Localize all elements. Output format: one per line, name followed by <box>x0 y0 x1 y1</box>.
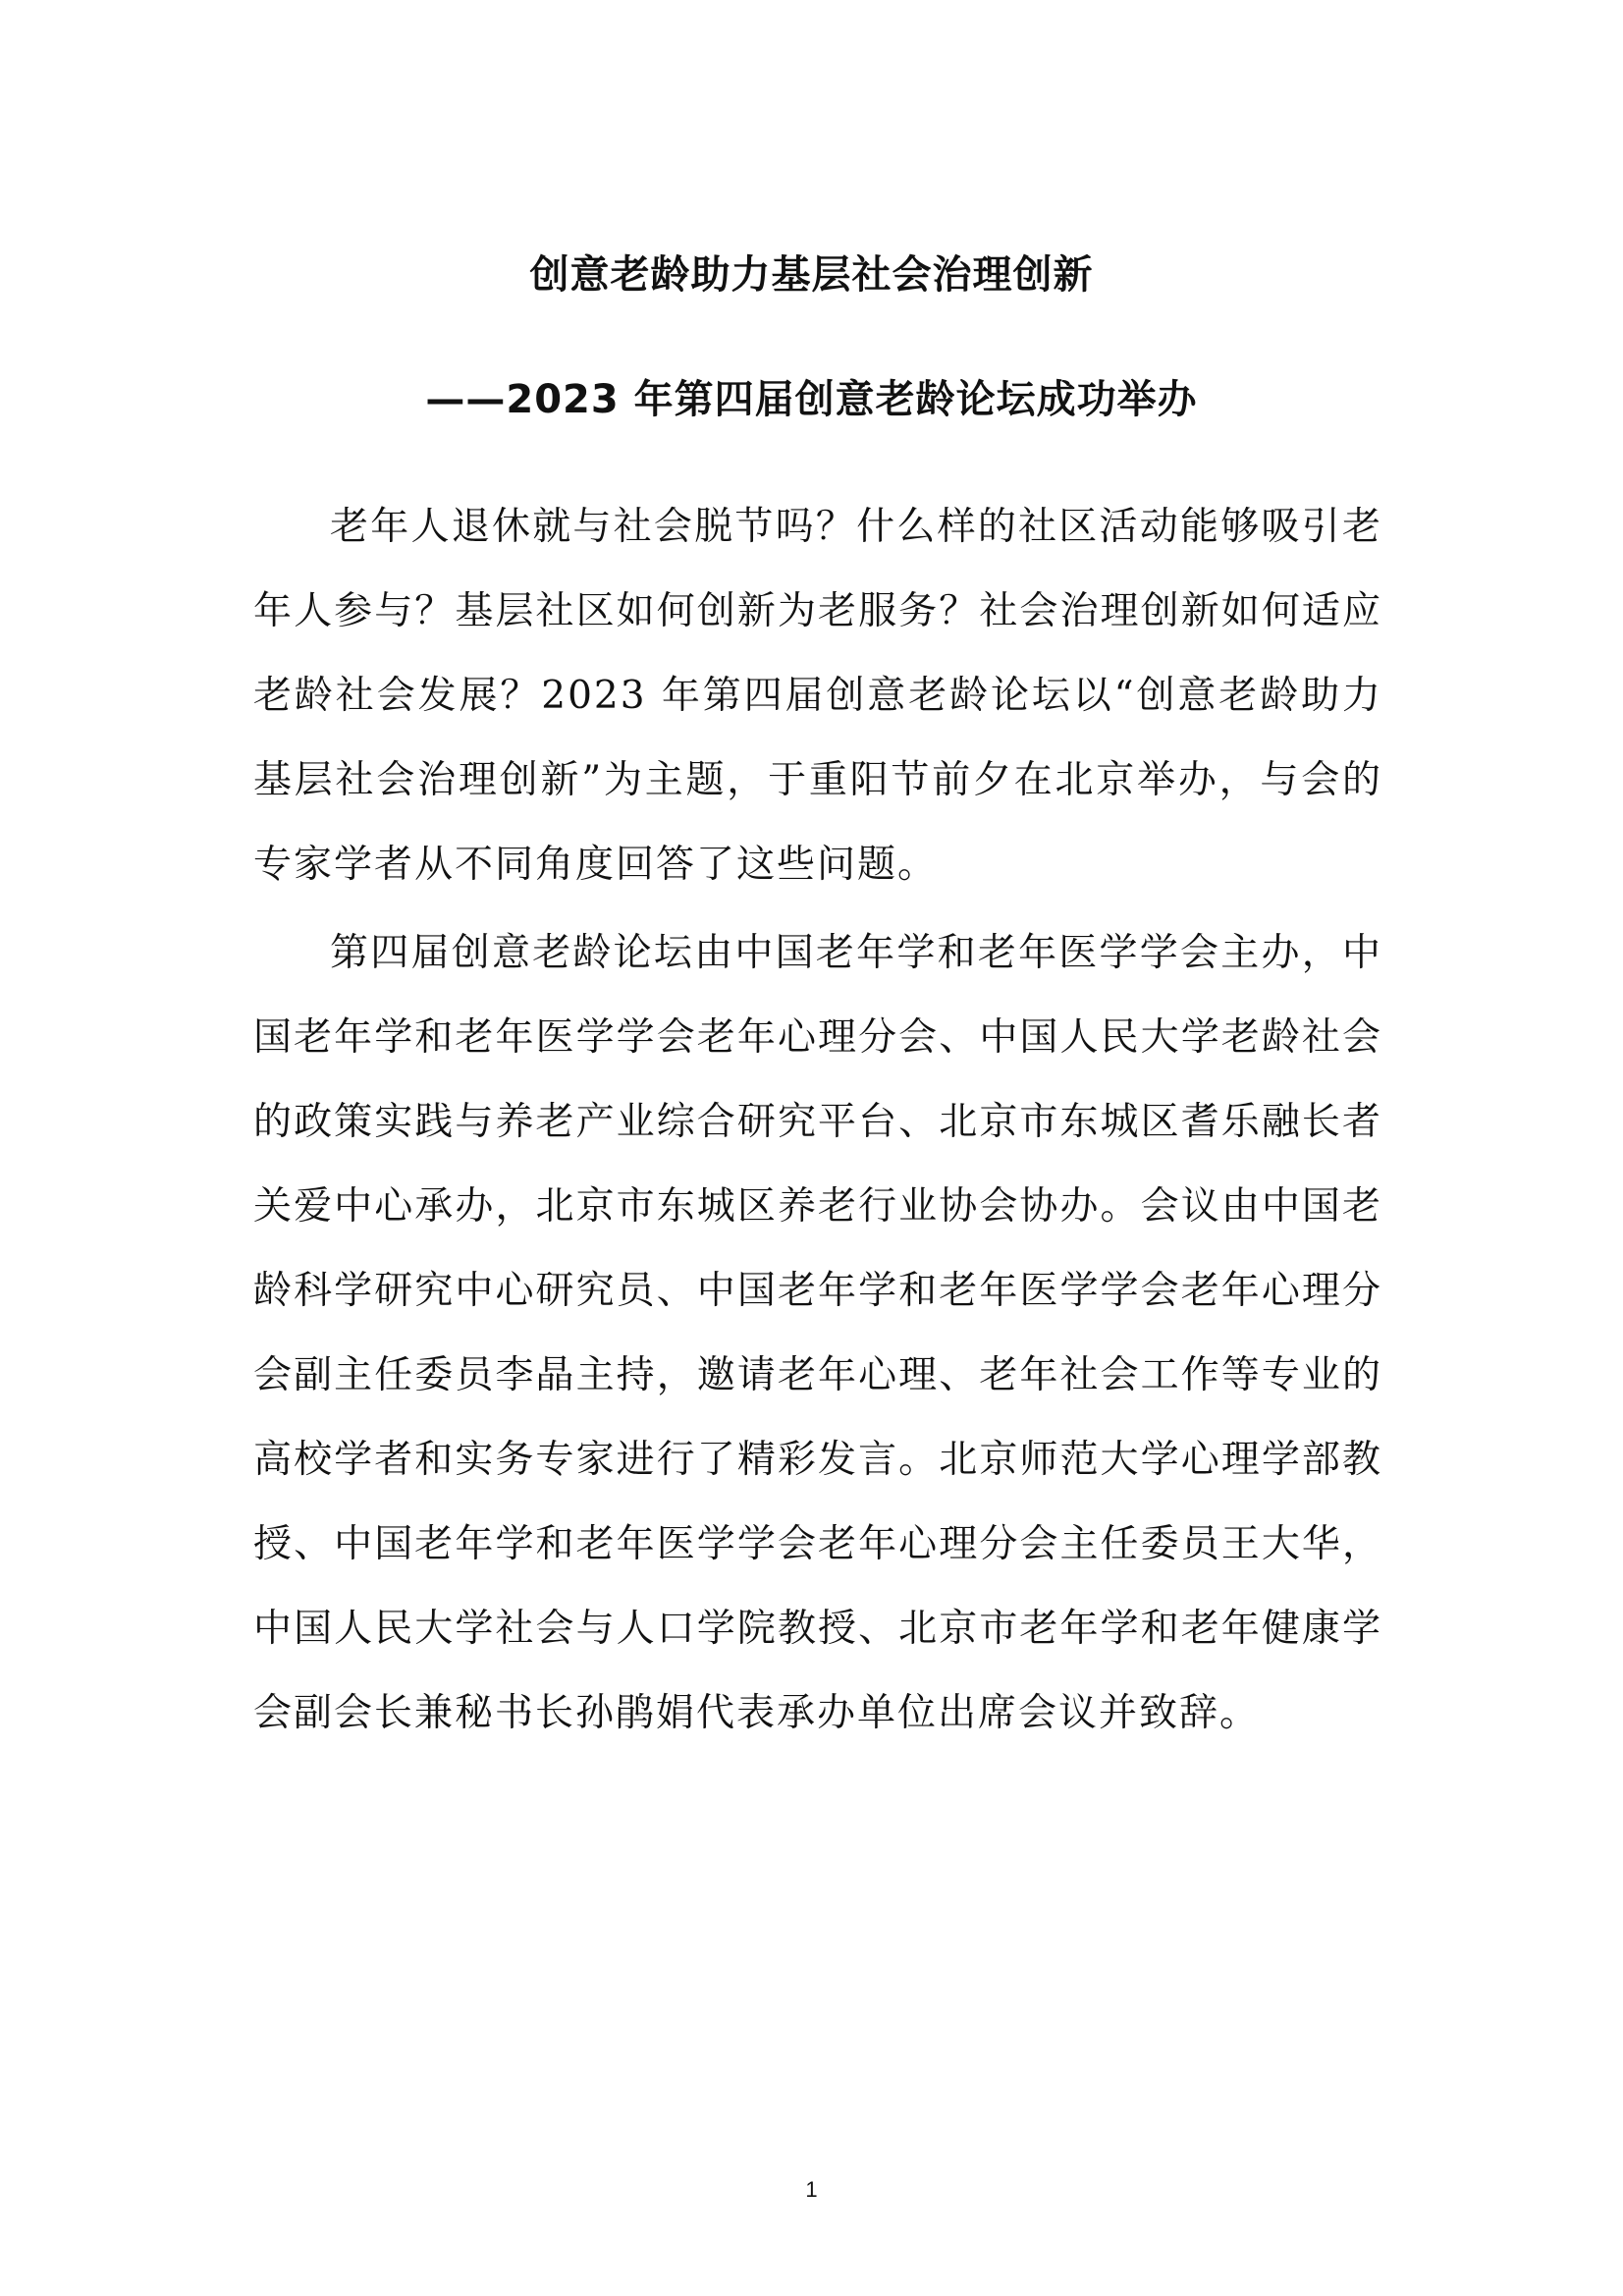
document-subtitle: ——2023 年第四届创意老龄论坛成功举办 <box>425 377 1198 422</box>
page-number: 1 <box>805 2177 818 2202</box>
document-title: 创意老龄助力基层社会治理创新 <box>529 252 1094 298</box>
body-paragraph-2: 第四届创意老龄论坛由中国老年学和老年医学学会主办，中国老年学和老年医学学会老年心理分会、中国人民大学老龄社会的政策实践与养老产业综合研究平台、北京市东城区耆乐融长者关爱中心承办，北京市东城区养老行业协会协办。会议由中国老龄科学研究中心研究员、中国老年学和老年医学学会老年心理分会副主任委员李晶主持，邀请老年心理、老年社会工作等专业的高校学者和实务专家进行了精彩发言。北京师范大学心理学部教授、中国老年学和老年医学学会老年心理分会主任委员王大华，中国人民大学社会与人口学院教授、北京市老年学和老年健康学会副会长兼秘书长孙鹃娟代表承办单位出席会议并致辞。 <box>253 931 1382 1735</box>
body-paragraph-1: 老年人退休就与社会脱节吗？什么样的社区活动能够吸引老年人参与？基层社区如何创新为老服务？社会治理创新如何适应老龄社会发展？2023 年第四届创意老龄论坛以“创意老龄助力基层社会治理创新”为主题，于重阳节前夕在北京举办，与会的专家学者从不同角度回答了这些问题。 <box>253 505 1382 887</box>
